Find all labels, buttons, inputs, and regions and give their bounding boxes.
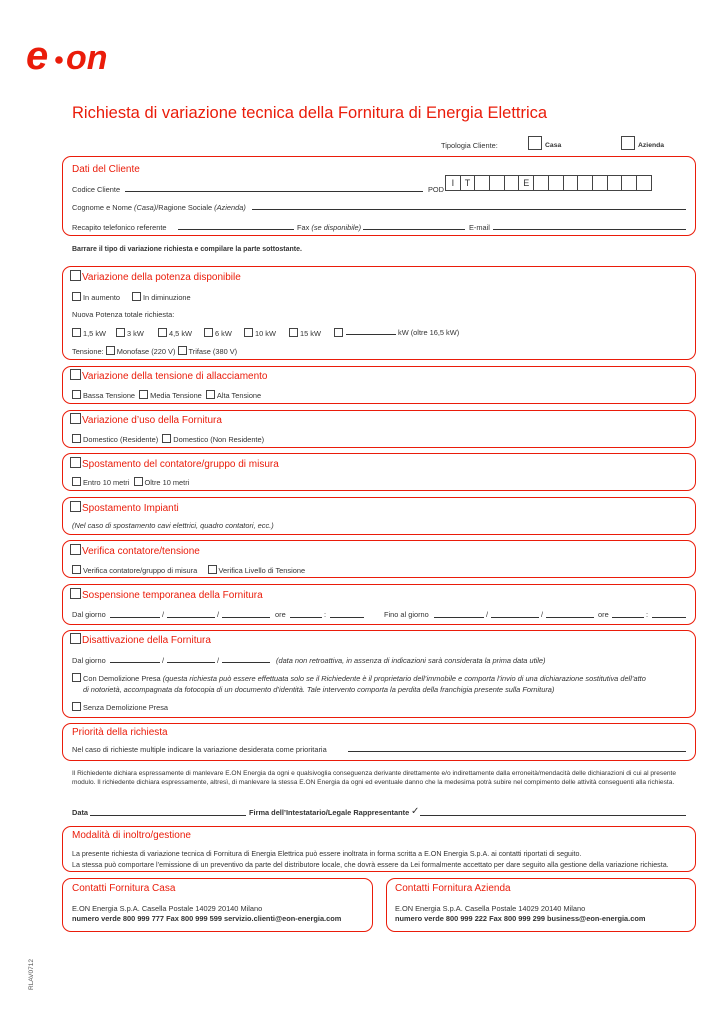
ore-label: ore (598, 610, 609, 619)
pod-cell[interactable] (474, 175, 490, 191)
contatti-casa-addr: E.ON Energia S.p.A. Casella Postale 14029 20140 Milano (72, 904, 263, 913)
sosp-dal-min[interactable] (330, 617, 364, 618)
separator: / (217, 610, 220, 619)
kw-checkbox[interactable] (158, 328, 167, 337)
pod-cell[interactable]: I (445, 175, 461, 191)
firma-input[interactable] (420, 815, 686, 816)
aumento-option: In aumento (72, 292, 120, 302)
check-icon: ✓ (411, 806, 420, 817)
pod-cell[interactable]: E (518, 175, 534, 191)
con-demolizione-note: di notorietà, accompagnata da fotocopia di un documento d’identità. Tale intervento comporta la perdita della franchigia presente sulla Fornitura) (83, 685, 555, 694)
entro-checkbox[interactable] (72, 477, 81, 486)
sosp-al-month[interactable] (491, 617, 539, 618)
option-6kw: 6 kW (204, 328, 232, 338)
option-15kw: 15 kW (289, 328, 321, 338)
modalita-title: Modalità di inoltro/gestione (72, 830, 191, 841)
kw-checkbox[interactable] (204, 328, 213, 337)
tipologia-label: Tipologia Cliente: (441, 141, 498, 150)
firma-label: Firma dell’Intestatario/Legale Rappresentante (249, 808, 410, 817)
sosp-dal-hour[interactable] (290, 617, 322, 618)
kw-other-input[interactable] (346, 334, 396, 335)
aumento-checkbox[interactable] (72, 292, 81, 301)
spostamento-title: Spostamento del contatore/gruppo di misura (70, 457, 279, 470)
sosp-al-min[interactable] (652, 617, 686, 618)
residente-checkbox[interactable] (72, 434, 81, 443)
pod-cell[interactable] (504, 175, 520, 191)
spostamento-options: Entro 10 metri Oltre 10 metri (72, 477, 189, 487)
pod-label: POD (428, 185, 445, 194)
oltre-checkbox[interactable] (134, 477, 143, 486)
contatti-azienda-line: numero verde 800 999 222 Fax 800 999 299 business@eon-energia.com (395, 914, 646, 923)
sospensione-title: Sospensione temporanea della Fornitura (70, 588, 263, 601)
separator: : (646, 610, 649, 619)
dati-cliente-title: Dati del Cliente (72, 164, 140, 175)
pod-cell[interactable] (607, 175, 623, 191)
impianti-checkbox[interactable] (70, 501, 81, 512)
potenza-checkbox[interactable] (70, 270, 81, 281)
separator: / (162, 656, 165, 665)
mono-checkbox[interactable] (106, 346, 115, 355)
option-4-5kw: 4,5 kW (158, 328, 192, 338)
tensione-row: Tensione: Monofase (220 V) Trifase (380 V) (72, 347, 238, 356)
sosp-al-year[interactable] (546, 617, 594, 618)
con-demolizione-option: Con Demolizione Presa (questa richiesta può essere effettuata solo se il Richiedente è il proprietario dell’immobile e comporta l’invio di una dichiarazione sostitutiva dell’atto (72, 673, 646, 683)
pod-cell[interactable] (592, 175, 608, 191)
recapito-label: Recapito telefonico referente (72, 223, 167, 232)
senza-demolizione-option: Senza Demolizione Presa (72, 702, 168, 712)
page-title: Richiesta di variazione tecnica della Fornitura di Energia Elettrica (72, 104, 548, 122)
email-input[interactable] (493, 229, 686, 230)
pod-cell[interactable] (577, 175, 593, 191)
disclaimer-line: modulo. Il richiedente dichiara espressamente, altresì, di manlevare la stessa E.ON Energia da ogni ed eventuale danno che la medesima potrà subire nel compimento delle attività conseguenti alla richiesta. (72, 779, 675, 786)
form-code: RLAV0712 (28, 959, 35, 990)
alta-checkbox[interactable] (206, 390, 215, 399)
priorita-text: Nel caso di richieste multiple indicare la variazione desiderata come prioritaria (72, 745, 327, 754)
non-residente-checkbox[interactable] (162, 434, 171, 443)
senza-demolizione-checkbox[interactable] (72, 702, 81, 711)
tensione-options: Bassa Tensione Media Tensione Alta Tensione (72, 390, 261, 400)
verifica-checkbox[interactable] (70, 544, 81, 555)
email-label: E-mail (469, 223, 490, 232)
tensione-title: Variazione della tensione di allacciamento (70, 369, 267, 382)
separator: / (541, 610, 544, 619)
verifica-options: Verifica contatore/gruppo di misura Verifica Livello di Tensione (72, 565, 305, 575)
priorita-input[interactable] (348, 751, 686, 752)
option-3kw: 3 kW (116, 328, 144, 338)
disclaimer-line: Il Richiedente dichiara espressamente di manlevare E.ON Energia da ogni e qualsivoglia conseguenza derivante direttamente e/o indirettamente dalla erroneità/mendacità delle dichiarazioni di cui al presente (72, 770, 677, 777)
fax-input[interactable] (363, 229, 465, 230)
sosp-dal-day[interactable] (110, 617, 160, 618)
bassa-checkbox[interactable] (72, 390, 81, 399)
disatt-dal-label: Dal giorno (72, 656, 106, 665)
verifica-title: Verifica contatore/tensione (70, 544, 200, 557)
svg-text:on: on (66, 39, 108, 76)
diminuzione-option: In diminuzione (132, 292, 191, 302)
disattivazione-checkbox[interactable] (70, 633, 81, 644)
data-input[interactable] (90, 815, 246, 816)
sosp-al-day[interactable] (434, 617, 484, 618)
eon-logo (26, 36, 151, 76)
kw-other-checkbox[interactable] (334, 328, 343, 337)
data-label: Data (72, 808, 89, 817)
diminuzione-checkbox[interactable] (132, 292, 141, 301)
recapito-input[interactable] (178, 229, 294, 230)
uso-options: Domestico (Residente) Domestico (Non Residente) (72, 434, 264, 444)
separator: / (162, 610, 165, 619)
modalita-line: La presente richiesta di variazione tecnica di Fornitura di Energia Elettrica può essere inoltrata in forma scritta a E.ON Energia S.p.A. ai contatti riportati di seguito. (72, 850, 582, 858)
fax-label: Fax (se disponibile) (297, 223, 362, 232)
contatti-azienda-title: Contatti Fornitura Azienda (395, 883, 511, 894)
potenza-title: Variazione della potenza disponibile (70, 270, 241, 283)
sosp-dal-label: Dal giorno (72, 610, 106, 619)
separator: / (217, 656, 220, 665)
kw-checkbox[interactable] (116, 328, 125, 337)
uso-checkbox[interactable] (70, 413, 81, 424)
modalita-line: La stessa può comportare l’emissione di un preventivo da parte del distributore locale, che dovrà essere da Lei formalmente accettato per dare seguito alla gestione della variazione richiesta. (72, 861, 669, 869)
sosp-dal-year[interactable] (222, 617, 270, 618)
disatt-day[interactable] (110, 662, 160, 663)
sosp-al-hour[interactable] (612, 617, 644, 618)
disattivazione-title: Disattivazione della Fornitura (70, 633, 211, 646)
nome-label: Cognome e Nome (Casa)/Ragione Sociale (Azienda) (72, 203, 246, 212)
azienda-checkbox[interactable] (621, 136, 635, 150)
nome-input[interactable] (252, 209, 686, 210)
pod-cell[interactable] (563, 175, 579, 191)
verifica-gruppo-checkbox[interactable] (72, 565, 81, 574)
casa-checkbox[interactable] (528, 136, 542, 150)
pod-cell[interactable] (621, 175, 637, 191)
pod-cell[interactable] (636, 175, 652, 191)
kw-other-label: kW (oltre 16,5 kW) (398, 328, 460, 337)
pod-cell[interactable]: T (460, 175, 476, 191)
separator: : (324, 610, 327, 619)
verifica-livello-checkbox[interactable] (208, 565, 217, 574)
contatti-azienda-addr: E.ON Energia S.p.A. Casella Postale 14029 20140 Milano (395, 904, 586, 913)
codice-input[interactable] (125, 191, 423, 192)
con-demolizione-checkbox[interactable] (72, 673, 81, 682)
uso-title: Variazione d’uso della Fornitura (70, 413, 222, 426)
pod-cell[interactable] (533, 175, 549, 191)
kw-checkbox[interactable] (289, 328, 298, 337)
instructions: Barrare il tipo di variazione richiesta e compilare la parte sottostante. (72, 246, 302, 253)
codice-label: Codice Cliente (72, 185, 121, 194)
kw-checkbox[interactable] (72, 328, 81, 337)
disatt-month[interactable] (167, 662, 215, 663)
disatt-year[interactable] (222, 662, 270, 663)
sosp-al-label: Fino al giorno (384, 610, 429, 619)
contatti-casa-title: Contatti Fornitura Casa (72, 883, 176, 894)
option-1-5kw: 1,5 kW (72, 328, 106, 338)
nuova-potenza-label: Nuova Potenza totale richiesta: (72, 310, 175, 319)
sosp-dal-month[interactable] (167, 617, 215, 618)
casa-label: Casa (545, 142, 562, 149)
svg-text:e: e (26, 36, 49, 76)
ore-label: ore (275, 610, 286, 619)
option-10kw: 10 kW (244, 328, 276, 338)
impianti-note: (Nel caso di spostamento cavi elettrici, quadro contatori, ecc.) (72, 521, 274, 530)
tensione-checkbox[interactable] (70, 369, 81, 380)
pod-cell[interactable] (489, 175, 505, 191)
media-checkbox[interactable] (139, 390, 148, 399)
pod-cell[interactable] (548, 175, 564, 191)
kw-checkbox[interactable] (244, 328, 253, 337)
pod-grid[interactable] (446, 175, 652, 191)
separator: / (486, 610, 489, 619)
contatti-casa-line: numero verde 800 999 777 Fax 800 999 599 servizio.clienti@eon-energia.com (72, 914, 342, 923)
sospensione-checkbox[interactable] (70, 588, 81, 599)
impianti-title: Spostamento Impianti (70, 501, 179, 514)
priorita-title: Priorità della richiesta (72, 727, 168, 738)
tri-checkbox[interactable] (178, 346, 187, 355)
disatt-note: (data non retroattiva, in assenza di indicazioni sarà considerata la prima data utile) (276, 656, 546, 665)
spostamento-checkbox[interactable] (70, 457, 81, 468)
azienda-label: Azienda (638, 142, 665, 149)
